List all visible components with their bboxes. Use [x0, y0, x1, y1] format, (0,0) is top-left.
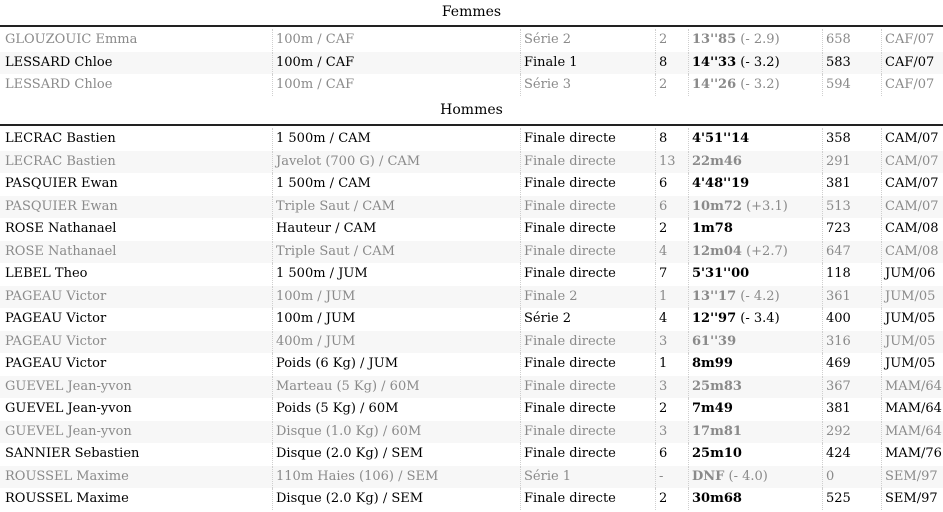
wind-value: (- 4.0) [728, 468, 768, 484]
performance-cell [688, 29, 822, 51]
event-name: 100m / CAF [272, 29, 521, 51]
category-value: CAF/07 [881, 74, 943, 96]
points-value: 513 [822, 196, 881, 218]
section-header-hommes: Hommes [0, 96, 943, 126]
event-name: 1 500m / JUM [272, 263, 521, 285]
athlete-name: ROUSSEL Maxime [5, 468, 129, 484]
table-row [0, 241, 943, 263]
event-name: 100m / JUM [272, 286, 521, 308]
performance-cell [688, 353, 822, 375]
category-value: CAM/08 [881, 218, 943, 240]
performance-value: 13''85 [692, 32, 737, 47]
performance-cell [688, 52, 822, 74]
table-row [0, 52, 943, 74]
category-value: JUM/05 [881, 331, 943, 353]
athlete-name: PASQUIER Ewan [5, 176, 118, 191]
performance-cell [688, 466, 822, 488]
event-name: 100m / CAF [272, 52, 521, 74]
round-name: Finale directe [520, 331, 654, 353]
event-name: Javelot (700 G) / CAM [272, 151, 521, 173]
performance-value: 4'48''19 [692, 176, 750, 191]
performance-cell [688, 398, 822, 420]
event-name: Triple Saut / CAM [272, 196, 521, 218]
performance-cell [688, 74, 822, 96]
table-row [0, 218, 943, 240]
event-name: Triple Saut / CAM [272, 241, 521, 263]
athlete-name: ROSE Nathanael [5, 243, 117, 259]
performance-value: 30m68 [692, 491, 742, 506]
rank-value: 2 [655, 29, 689, 51]
wind-value: (+2.7) [746, 243, 788, 259]
points-value: 361 [822, 286, 881, 308]
event-name: 110m Haies (106) / SEM [272, 466, 521, 488]
event-name: 400m / JUM [272, 331, 521, 353]
performance-value: DNF [692, 468, 725, 484]
rank-value: 2 [655, 488, 689, 510]
athlete-name: GUEVEL Jean-yvon [5, 423, 132, 439]
table-row [0, 376, 943, 398]
points-value: 381 [822, 398, 881, 420]
rank-value: 13 [655, 151, 689, 173]
performance-value: 17m81 [692, 423, 742, 439]
performance-value: 14''33 [692, 54, 737, 70]
performance-cell [688, 263, 822, 285]
table-row [0, 263, 943, 285]
table-row [0, 74, 943, 96]
round-name: Finale directe [520, 173, 654, 195]
rank-value: 2 [655, 218, 689, 240]
event-name: 1 500m / CAM [272, 128, 521, 150]
rank-value: 2 [655, 74, 689, 96]
rank-value: 8 [655, 52, 689, 74]
event-name: Disque (2.0 Kg) / SEM [272, 443, 521, 465]
points-value: 118 [822, 263, 881, 285]
wind-value: (- 2.9) [740, 32, 780, 47]
performance-cell [688, 421, 822, 443]
table-row [0, 173, 943, 195]
table-row [0, 196, 943, 218]
points-value: 424 [822, 443, 881, 465]
category-value: JUM/05 [881, 286, 943, 308]
athlete-name: PAGEAU Victor [5, 333, 107, 349]
athlete-name: LESSARD Chloe [5, 77, 113, 92]
table-row [0, 488, 943, 510]
performance-value: 22m46 [692, 153, 742, 169]
category-value: MAM/64 [881, 421, 943, 443]
performance-cell [688, 128, 822, 150]
round-name: Série 3 [520, 74, 654, 96]
athlete-name: LESSARD Chloe [5, 54, 113, 70]
round-name: Finale directe [520, 353, 654, 375]
athlete-name: GUEVEL Jean-yvon [5, 378, 132, 394]
athlete-name: PAGEAU Victor [5, 356, 107, 371]
table-row [0, 286, 943, 308]
performance-cell [688, 196, 822, 218]
category-value: MAM/64 [881, 376, 943, 398]
points-value: 647 [822, 241, 881, 263]
performance-value: 61''39 [692, 333, 737, 349]
event-name: 1 500m / CAM [272, 173, 521, 195]
points-value: 525 [822, 488, 881, 510]
round-name: Finale directe [520, 263, 654, 285]
round-name: Finale directe [520, 218, 654, 240]
category-value: CAF/07 [881, 29, 943, 51]
points-value: 292 [822, 421, 881, 443]
points-value: 594 [822, 74, 881, 96]
athlete-name: PASQUIER Ewan [5, 198, 118, 214]
table-row [0, 398, 943, 420]
rank-value: - [655, 466, 689, 488]
rank-value: 6 [655, 196, 689, 218]
points-value: 658 [822, 29, 881, 51]
round-name: Série 2 [520, 308, 654, 330]
table-row [0, 331, 943, 353]
category-value: JUM/06 [881, 263, 943, 285]
performance-value: 12m04 [692, 243, 742, 259]
performance-cell [688, 443, 822, 465]
category-value: CAM/08 [881, 241, 943, 263]
round-name: Finale directe [520, 128, 654, 150]
rank-value: 3 [655, 376, 689, 398]
wind-value: (- 3.4) [740, 311, 780, 326]
table-row [0, 151, 943, 173]
points-value: 0 [822, 466, 881, 488]
table-row [0, 29, 943, 51]
performance-cell [688, 286, 822, 308]
performance-value: 13''17 [692, 288, 737, 304]
round-name: Finale directe [520, 443, 654, 465]
athlete-name: SANNIER Sebastien [5, 446, 140, 461]
rank-value: 4 [655, 241, 689, 263]
points-value: 381 [822, 173, 881, 195]
performance-cell [688, 218, 822, 240]
performance-value: 10m72 [692, 198, 742, 214]
performance-value: 8m99 [692, 356, 733, 371]
table-row [0, 308, 943, 330]
rank-value: 6 [655, 443, 689, 465]
points-value: 469 [822, 353, 881, 375]
wind-value: (- 3.2) [740, 77, 780, 92]
performance-cell [688, 173, 822, 195]
rank-value: 7 [655, 263, 689, 285]
rank-value: 2 [655, 398, 689, 420]
athlete-name: GLOUZOUIC Emma [5, 32, 138, 47]
event-name: Disque (1.0 Kg) / 60M [272, 421, 521, 443]
round-name: Série 2 [520, 29, 654, 51]
wind-value: (+3.1) [746, 198, 788, 214]
category-value: JUM/05 [881, 308, 943, 330]
athlete-name: ROSE Nathanael [5, 221, 117, 236]
round-name: Finale 1 [520, 52, 654, 74]
points-value: 291 [822, 151, 881, 173]
category-value: SEM/97 [881, 466, 943, 488]
table-row [0, 443, 943, 465]
performance-cell [688, 241, 822, 263]
category-value: CAM/07 [881, 196, 943, 218]
athlete-name: PAGEAU Victor [5, 311, 107, 326]
performance-value: 5'31''00 [692, 266, 750, 281]
category-value: SEM/97 [881, 488, 943, 510]
category-value: CAM/07 [881, 151, 943, 173]
event-name: 100m / CAF [272, 74, 521, 96]
round-name: Finale directe [520, 241, 654, 263]
table-row [0, 353, 943, 375]
rank-value: 8 [655, 128, 689, 150]
rank-value: 6 [655, 173, 689, 195]
round-name: Finale directe [520, 376, 654, 398]
category-value: CAF/07 [881, 52, 943, 74]
category-value: CAM/07 [881, 173, 943, 195]
points-value: 367 [822, 376, 881, 398]
event-name: Poids (6 Kg) / JUM [272, 353, 521, 375]
round-name: Finale directe [520, 196, 654, 218]
performance-value: 1m78 [692, 221, 733, 236]
category-value: MAM/76 [881, 443, 943, 465]
wind-value: (- 3.2) [740, 54, 780, 70]
round-name: Finale directe [520, 421, 654, 443]
rank-value: 3 [655, 421, 689, 443]
athlete-name: GUEVEL Jean-yvon [5, 401, 132, 416]
table-row [0, 128, 943, 150]
table-row [0, 466, 943, 488]
performance-cell [688, 488, 822, 510]
points-value: 358 [822, 128, 881, 150]
round-name: Finale directe [520, 398, 654, 420]
event-name: Marteau (5 Kg) / 60M [272, 376, 521, 398]
performance-value: 4'51''14 [692, 131, 750, 146]
table-row [0, 421, 943, 443]
points-value: 583 [822, 52, 881, 74]
performance-value: 7m49 [692, 401, 733, 416]
points-value: 316 [822, 331, 881, 353]
performance-value: 25m10 [692, 446, 742, 461]
performance-value: 14''26 [692, 77, 737, 92]
performance-value: 25m83 [692, 378, 742, 394]
round-name: Série 1 [520, 466, 654, 488]
round-name: Finale 2 [520, 286, 654, 308]
round-name: Finale directe [520, 151, 654, 173]
section-header-femmes: Femmes [0, 0, 943, 27]
rank-value: 1 [655, 353, 689, 375]
wind-value: (- 4.2) [740, 288, 780, 304]
rank-value: 4 [655, 308, 689, 330]
performance-cell [688, 376, 822, 398]
rank-value: 3 [655, 331, 689, 353]
athlete-name: LECRAC Bastien [5, 153, 116, 169]
round-name: Finale directe [520, 488, 654, 510]
event-name: 100m / JUM [272, 308, 521, 330]
event-name: Hauteur / CAM [272, 218, 521, 240]
rank-value: 1 [655, 286, 689, 308]
category-value: MAM/64 [881, 398, 943, 420]
performance-cell [688, 331, 822, 353]
category-value: CAM/07 [881, 128, 943, 150]
performance-value: 12''97 [692, 311, 737, 326]
athlete-name: ROUSSEL Maxime [5, 491, 129, 506]
athlete-name: LEBEL Theo [5, 266, 88, 281]
performance-cell [688, 151, 822, 173]
points-value: 400 [822, 308, 881, 330]
category-value: JUM/05 [881, 353, 943, 375]
performance-cell [688, 308, 822, 330]
athlete-name: LECRAC Bastien [5, 131, 116, 146]
event-name: Disque (2.0 Kg) / SEM [272, 488, 521, 510]
points-value: 723 [822, 218, 881, 240]
athlete-name: PAGEAU Victor [5, 288, 107, 304]
event-name: Poids (5 Kg) / 60M [272, 398, 521, 420]
